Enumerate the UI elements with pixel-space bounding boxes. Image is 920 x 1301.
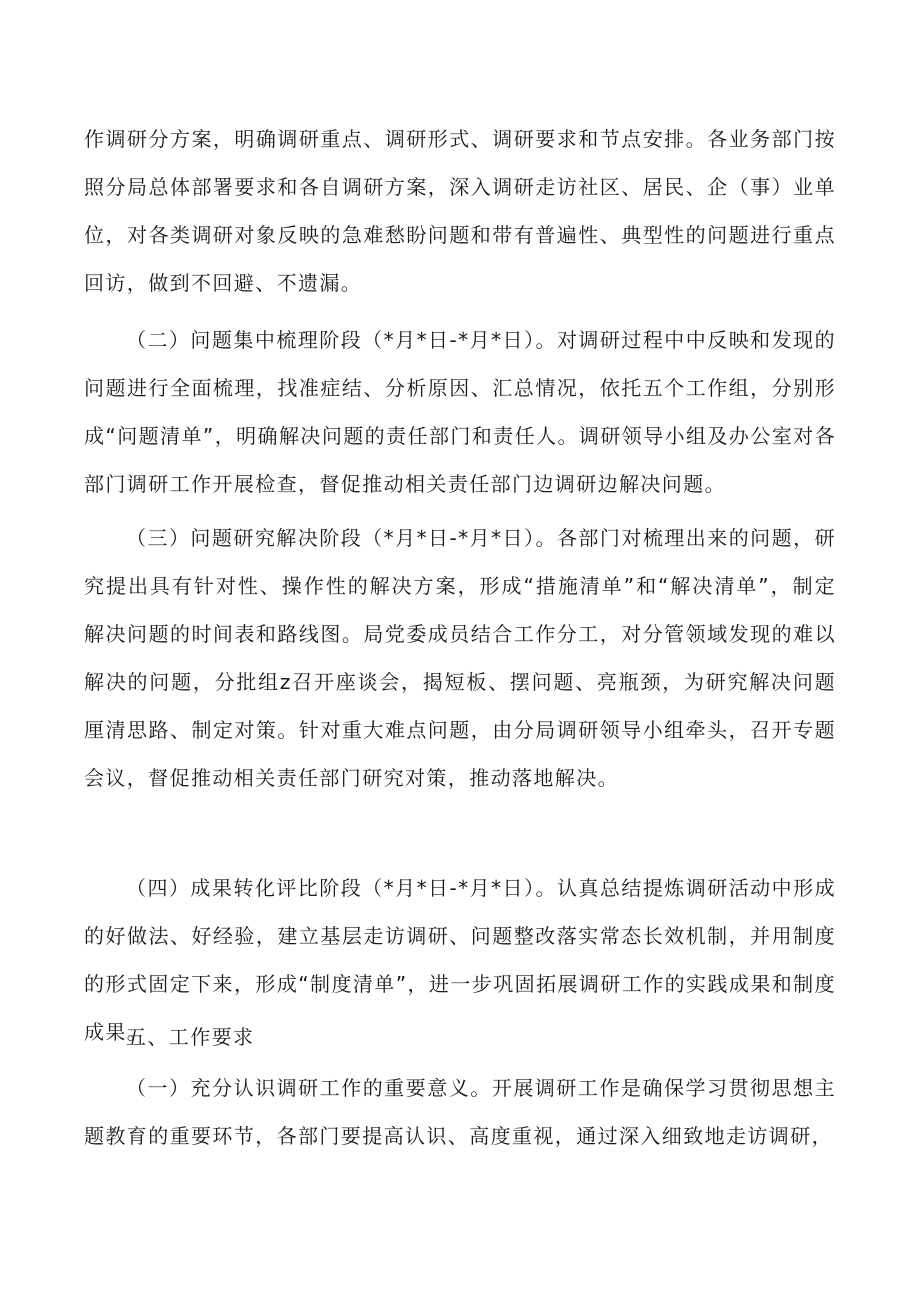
- paragraph-text: （一）充分认识调研工作的重要意义。开展调研工作是确保学习贯彻思想主题教育的重要环节，各部门要提高认识、高度重视，通过深入细致地走访调研，: [84, 1076, 836, 1148]
- paragraph-stage-three: [84, 514, 836, 802]
- paragraph-text: 作调研分方案，明确调研重点、调研形式、调研要求和节点安排。各业务部门按照分局总体部署要求和各自调研方案，深入调研走访社区、居民、企（事）业单位，对各类调研对象反映的急难愁盼问题和带有普遍性、典型性的问题进行重点回访，做到不回避、不遗漏。: [84, 127, 836, 295]
- paragraph-stage-two: [84, 316, 836, 508]
- paragraph-work-plan: [84, 115, 836, 307]
- section-heading-block: [84, 1013, 836, 1061]
- section-heading: 五、工作要求: [126, 1025, 255, 1049]
- paragraph-requirement-one: [84, 1064, 836, 1160]
- paragraph-text: （二）问题集中梳理阶段（*月*日-*月*日）。对调研过程中中反映和发现的问题进行全面梳理，找准症结、分析原因、汇总情况，依托五个工作组，分别形成“问题清单”，明确解决问题的责任部门和责任人。调研领导小组及办公室对各部门调研工作开展检查，督促推动相关责任部门边调研边解决问题。: [84, 328, 836, 496]
- paragraph-text: （四）成果转化评比阶段（*月*日-*月*日）。认真总结提炼调研活动中形成的好做法、好经验，建立基层走访调研、问题整改落实常态长效机制，并用制度的形式固定下来，形成“制度清单”，进一步巩固拓展调研工作的实践成果和制度成果。: [84, 876, 836, 1044]
- paragraph-text: （三）问题研究解决阶段（*月*日-*月*日）。各部门对梳理出来的问题，研究提出具有针对性、操作性的解决方案，形成“措施清单”和“解决清单”，制定解决问题的时间表和路线图。局党委成员结合工作分工，对分管领域发现的难以解决的问题，分批组z召开座谈会，揭短板、摆问题、亮瓶颈，为研究解决问题厘清思路、制定对策。针对重大难点问题，由分局调研领导小组牵头，召开专题会议，督促推动相关责任部门研究对策，推动落地解决。: [84, 526, 836, 790]
